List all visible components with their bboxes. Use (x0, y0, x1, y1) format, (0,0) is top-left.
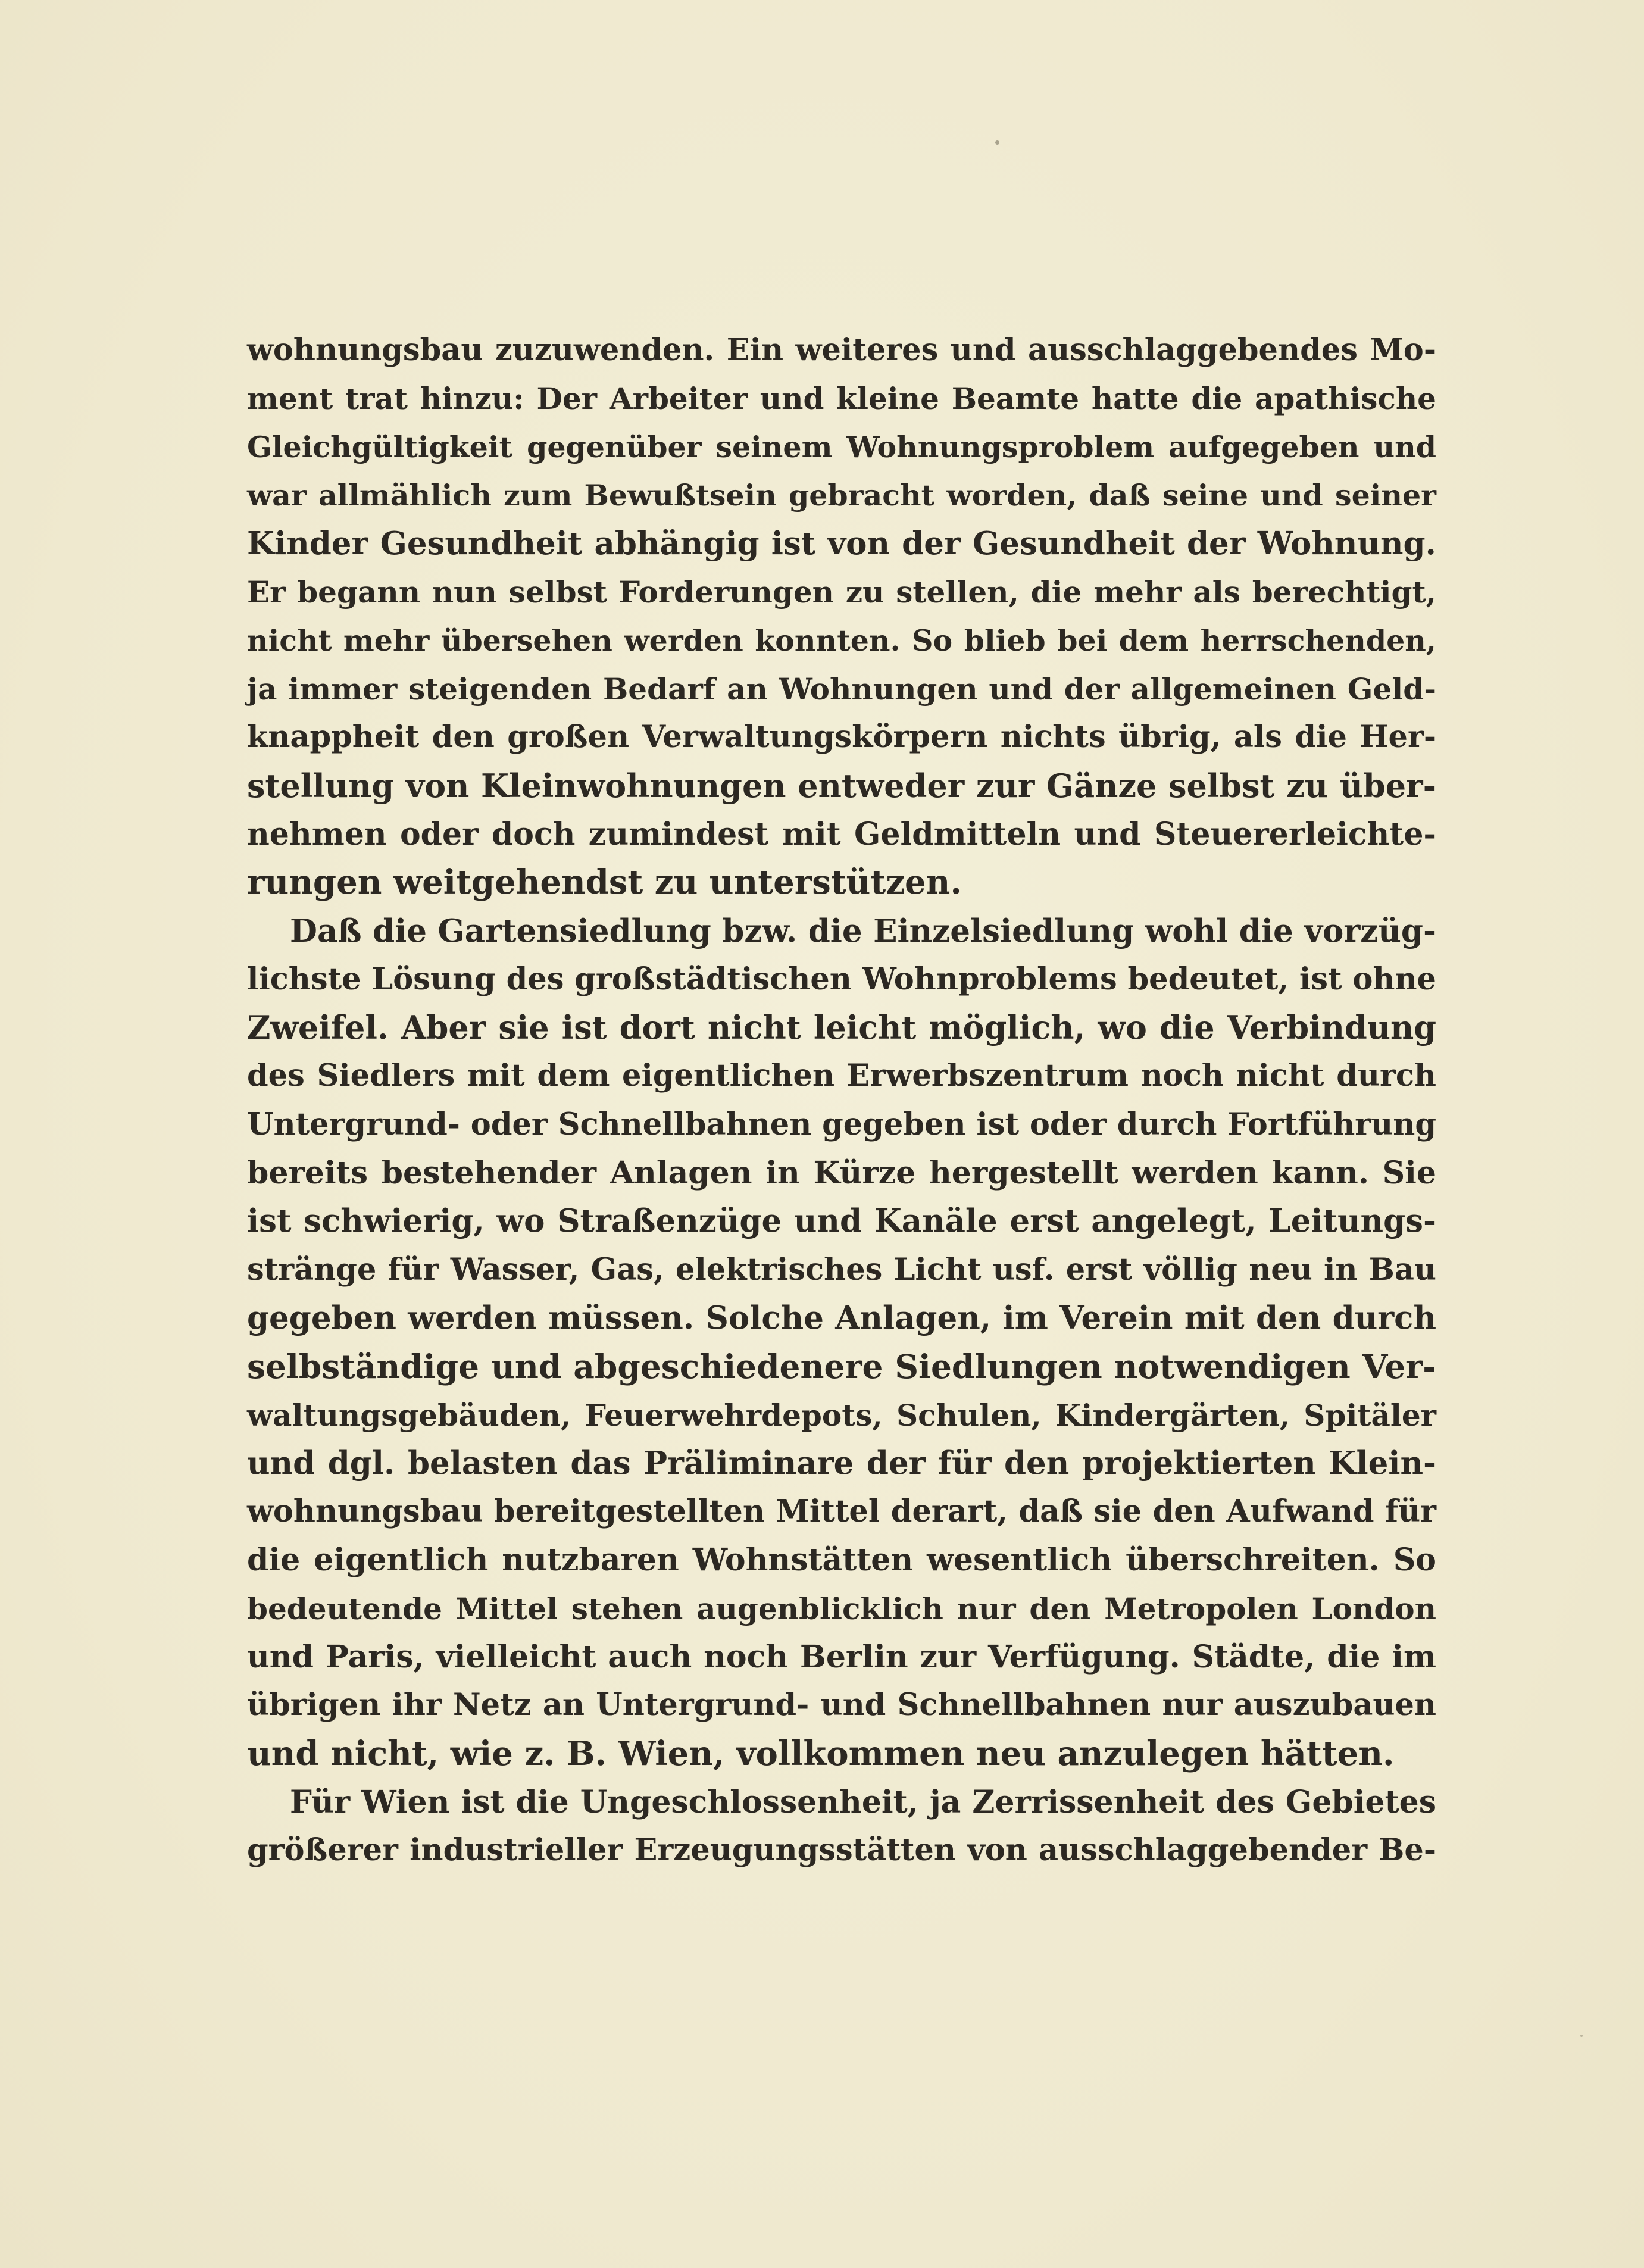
text-line: rungen weitgehendst zu unterstützen. (247, 863, 962, 902)
paragraph (247, 907, 1436, 1778)
text-line: lichste Lösung des großstädtischen Wohnproblems bedeutet, ist ohne (247, 961, 1436, 997)
text-line: ment trat hinzu: Der Arbeiter und kleine Beamte hatte die apathische (247, 381, 1436, 417)
text-line: gegeben werden müssen. Solche Anlagen, im Verein mit den durch (247, 1299, 1436, 1336)
text-line: bedeutende Mittel stehen augenblicklich nur den Metropolen London (247, 1591, 1436, 1626)
text-line: Gleichgültigkeit gegenüber seinem Wohnungsproblem aufgegeben und (247, 429, 1436, 464)
text-line: stellung von Kleinwohnungen entweder zur Gänze selbst zu über- (247, 766, 1436, 805)
text-line: und nicht, wie z. B. Wien, vollkommen neu anzulegen hätten. (247, 1733, 1395, 1773)
text-line: ist schwierig, wo Straßenzüge und Kanäle erst angelegt, Leitungs- (247, 1202, 1436, 1240)
text-line: die eigentlich nutzbaren Wohnstätten wesentlich überschreiten. So (247, 1542, 1436, 1579)
paper-speck (995, 140, 999, 145)
text-line: Er begann nun selbst Forderungen zu stellen, die mehr als berechtigt, (247, 574, 1436, 610)
text-line: größerer industrieller Erzeugungsstätten von ausschlaggebender Be- (247, 1832, 1436, 1869)
text-line: Zweifel. Aber sie ist dort nicht leicht möglich, wo die Verbindung (247, 1008, 1436, 1047)
text-line: bereits bestehender Anlagen in Kürze hergestellt werden kann. Sie (247, 1155, 1436, 1192)
text-line: waltungsgebäuden, Feuerwehrdepots, Schulen, Kindergärten, Spitäler (247, 1397, 1436, 1433)
text-line: knappheit den großen Verwaltungskörpern nichts übrig, als die Her- (247, 719, 1436, 755)
body-text (247, 326, 1436, 1875)
text-line: nehmen oder doch zumindest mit Geldmitteln und Steuererleichte- (247, 816, 1436, 852)
paper-speck (1580, 2035, 1583, 2037)
text-line: Für Wien ist die Ungeschlossenheit, ja Zerrissenheit des Gebietes (290, 1783, 1436, 1820)
text-line: Untergrund- oder Schnellbahnen gegeben ist oder durch Fortführung (247, 1106, 1436, 1142)
text-line: ja immer steigenden Bedarf an Wohnungen und der allgemeinen Geld- (247, 671, 1436, 707)
text-line: und dgl. belasten das Präliminare der für den projektierten Klein- (247, 1444, 1436, 1482)
text-line: des Siedlers mit dem eigentlichen Erwerbszentrum noch nicht durch (247, 1058, 1436, 1094)
text-line: selbständige und abgeschiedenere Siedlungen notwendigen Ver- (247, 1347, 1436, 1386)
paragraph (247, 1778, 1436, 1875)
text-line: stränge für Wasser, Gas, elektrisches Licht usf. erst völlig neu in Bau (247, 1251, 1436, 1288)
text-line: war allmählich zum Bewußtsein gebracht worden, daß seine und seiner (247, 477, 1436, 513)
paragraph (247, 326, 1436, 907)
text-line: und Paris, vielleicht auch noch Berlin zur Verfügung. Städte, die im (247, 1639, 1436, 1676)
text-line: wohnungsbau zuzuwenden. Ein weiteres und ausschlaggebendes Mo- (247, 332, 1436, 368)
text-line: Kinder Gesundheit abhängig ist von der Gesundheit der Wohnung. (247, 525, 1436, 563)
text-line: Daß die Gartensiedlung bzw. die Einzelsiedlung wohl die vorzüg- (290, 912, 1436, 949)
text-line: wohnungsbau bereitgestellten Mittel derart, daß sie den Aufwand für (247, 1494, 1436, 1530)
text-line: übrigen ihr Netz an Untergrund- und Schnellbahnen nur auszubauen (247, 1687, 1436, 1723)
text-line: nicht mehr übersehen werden konnten. So blieb bei dem herrschenden, (247, 623, 1436, 658)
